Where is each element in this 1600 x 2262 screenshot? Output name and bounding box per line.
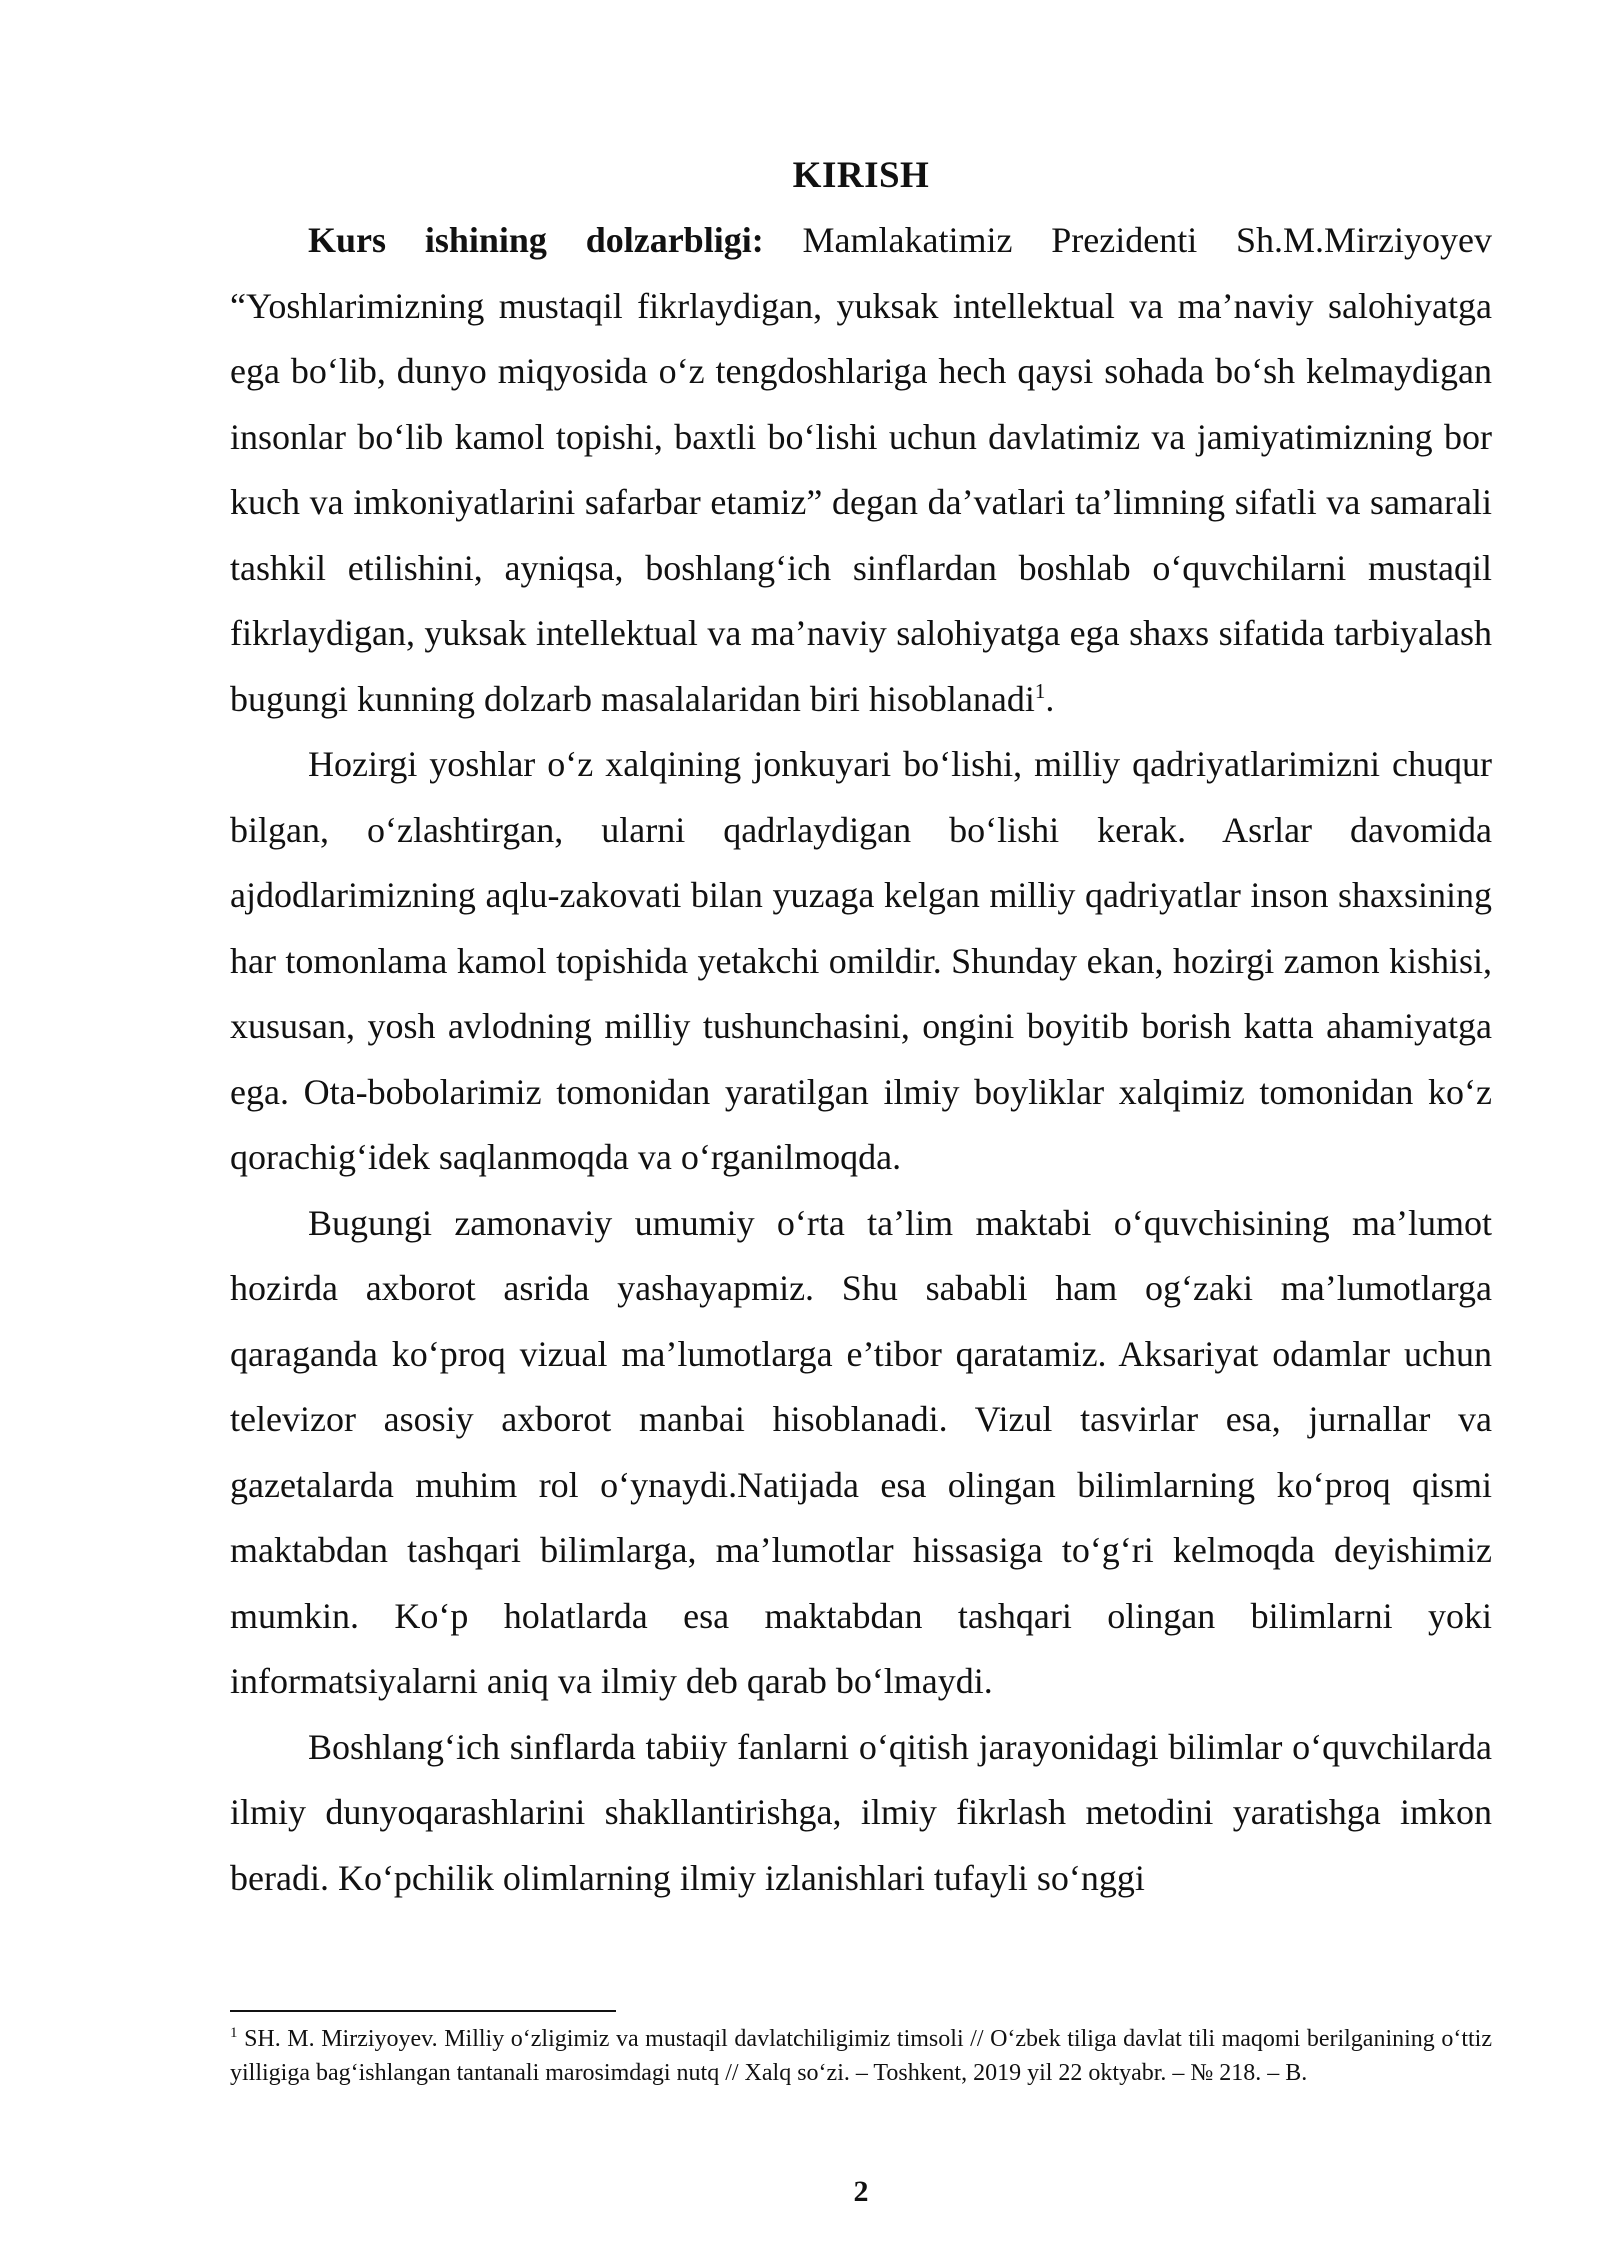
paragraph-text-end: . (1045, 678, 1055, 719)
footnote-divider (230, 2010, 616, 2012)
paragraph-primary-science: Boshlang‘ich sinflarda tabiiy fanlarni o‘qitish jarayonidagi bilimlar o‘quvchilarda ilmiy dunyoqarashlarini shakllantirishga, ilmiy fikrlash metodini yaratishga imkon beradi. Ko‘pchilik olimlarning ilmiy izlanishlari tufayli so‘nggi (230, 1726, 1492, 1898)
paragraph-national-values: Hozirgi yoshlar o‘z xalqining jonkuyari bo‘lishi, milliy qadriyatlarimizni chuqur bilgan, o‘zlashtirgan, ularni qadrlaydigan bo‘lishi kerak. Asrlar davomida ajdodlarimizning aqlu-zakovati bilan yuzaga kelgan milliy qadriyatlar inson shaxsining har tomonlama kamol topishida yetakchi omildir. Shunday ekan, hozirgi zamon kishisi, xususan, yosh avlodning milliy tushunchasini, ongini boyitib borish katta ahamiyatga ega. Ota-bobolarimiz tomonidan yaratilgan ilmiy boyliklar xalqimiz tomonidan ko‘z qorachig‘idek saqlanmoqda va o‘rganilmoqda. (230, 744, 1492, 1177)
paragraph-information-age: Bugungi zamonaviy umumiy o‘rta ta’lim maktabi o‘quvchisining ma’lumot hozirda axborot asrida yashayapmiz. Shu sababli ham og‘zaki ma’lumotlarga qaraganda ko‘proq vizual ma’lumotlarga e’tibor qaratamiz. Aksariyat odamlar uchun televizor asosiy axborot manbai hisoblanadi. Vizul tasvirlar esa, jurnallar va gazetalarda muhim rol o‘ynaydi.Natijada esa olingan bilimlarning ko‘proq qismi maktabdan tashqari bilimlarga, ma’lumotlar hissasiga to‘g‘ri kelmoqda deyishimiz mumkin. Ko‘p holatlarda esa maktabdan tashqari olingan bilimlarni yoki informatsiyalarni aniq va ilmiy deb qarab bo‘lmaydi. (230, 1202, 1492, 1701)
paragraph-relevance (230, 208, 1492, 732)
footnote-reference[interactable]: 1 (1034, 678, 1046, 703)
page-title: KIRISH (792, 155, 930, 196)
footnote-text: SH. M. Mirziyoyev. Milliy o‘zligimiz va mustaqil davlatchiligimiz timsoli // O‘zbek tiliga davlat tili maqomi berilganining o‘ttiz yilligiga bag‘ishlangan tantanali marosimdagi nutq // Xalq so‘zi. – Toshkent, 2019 yil 22 oktyabr. – № 218. – B. (230, 2026, 1492, 2086)
footnote-marker: 1 (230, 2025, 238, 2041)
relevance-heading: Kurs ishining dolzarbligi: (308, 220, 764, 260)
body-text (230, 208, 1492, 1911)
footnote (230, 2022, 1492, 2090)
page-number: 2 (853, 2175, 869, 2208)
paragraph-text: Mamlakatimiz Prezidenti Sh.M.Mirziyoyev “Yoshlarimizning mustaqil fikrlaydigan, yuksak intellektual va ma’naviy salohiyatga ega bo‘lib, dunyo miqyosida o‘z tengdoshlariga hech qaysi sohada bo‘sh kelmaydigan insonlar bo‘lib kamol topishi, baxtli bo‘lishi uchun davlatimiz va jamiyatimizning bor kuch va imkoniyatlarini safarbar etamiz” degan da’vatlari ta’limning sifatli va samarali tashkil etilishini, ayniqsa, boshlang‘ich sinflardan boshlab o‘quvchilarni mustaqil fikrlaydigan, yuksak intellektual va ma’naviy salohiyatga ega shaxs sifatida tarbiyalash bugungi kunning dolzarb masalalaridan biri hisoblanadi (230, 220, 1492, 719)
